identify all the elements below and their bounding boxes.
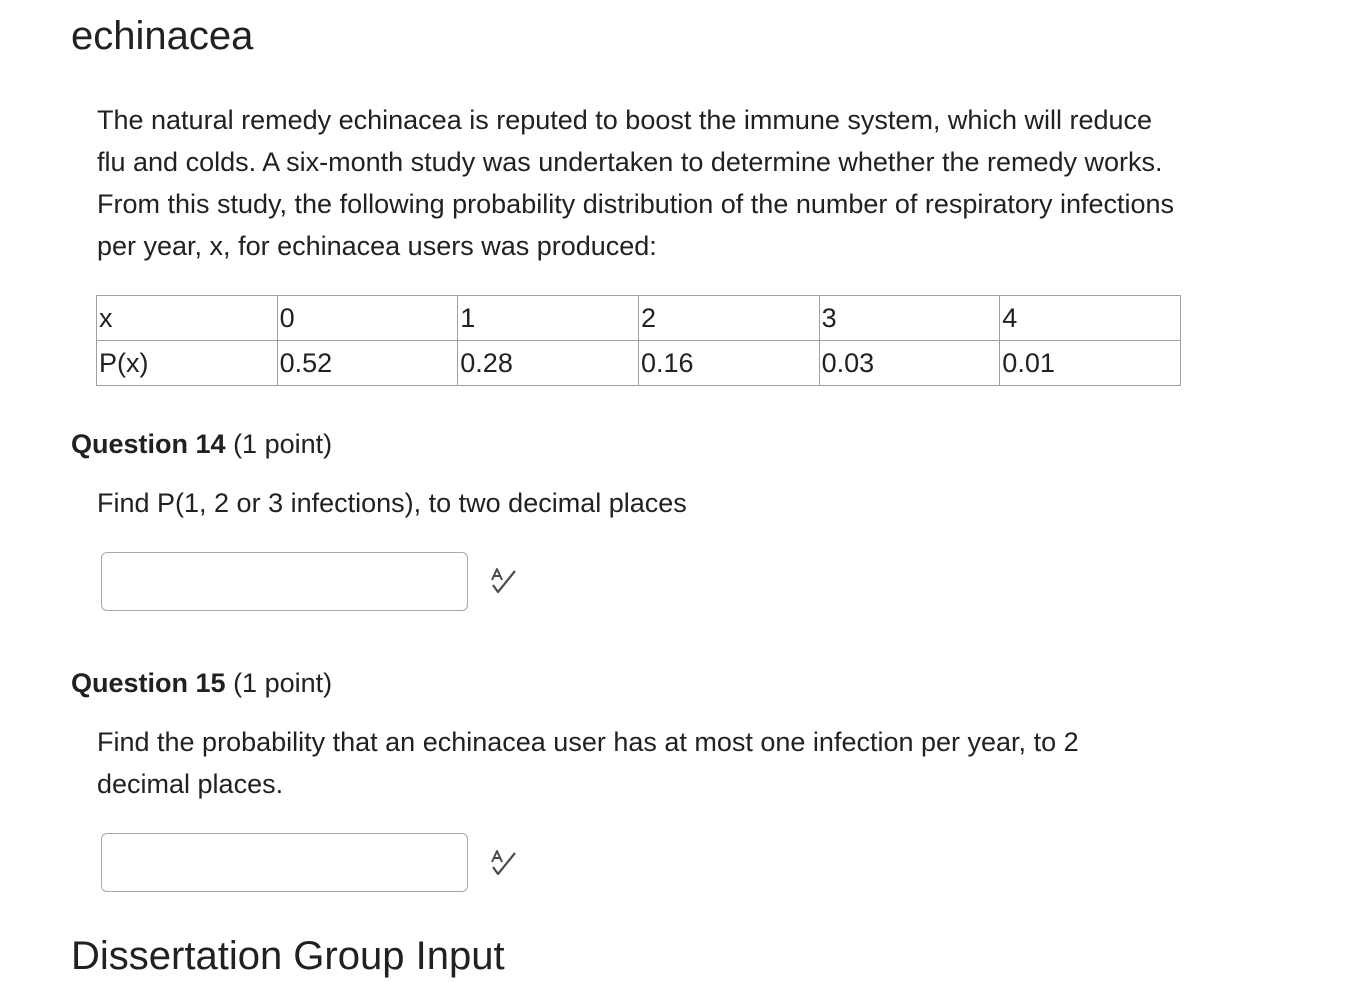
spell-check-icon[interactable]	[488, 848, 520, 880]
table-cell: 0	[277, 296, 458, 341]
spell-check-icon[interactable]	[488, 566, 520, 598]
table-cell: 4	[1000, 296, 1181, 341]
table-cell: 0.01	[1000, 341, 1181, 386]
question-15-answer-input[interactable]	[101, 833, 468, 892]
table-cell: x	[97, 296, 278, 341]
intro-paragraph: The natural remedy echinacea is reputed to boost the immune system, which will reduce flu and colds. A six-month study was undertaken to determine whether the remedy works. From this study, the following probability distribution of the number of respiratory infections per year, x, for echinacea users was produced:	[97, 105, 1175, 261]
question-14-text: Find P(1, 2 or 3 infections), to two decimal places	[97, 488, 687, 518]
table-cell: 0.28	[458, 341, 639, 386]
table-cell: 3	[819, 296, 1000, 341]
table-cell: 0.16	[638, 341, 819, 386]
question-points: (1 point)	[233, 429, 333, 459]
question-number: Question 14	[71, 429, 226, 459]
table-cell: 0.03	[819, 341, 1000, 386]
table-cell: P(x)	[97, 341, 278, 386]
question-15-text: Find the probability that an echinacea user has at most one infection per year, to 2 decimal places.	[97, 727, 1079, 799]
question-number: Question 15	[71, 668, 226, 698]
question-points: (1 point)	[233, 668, 333, 698]
table-cell: 2	[638, 296, 819, 341]
question-14-heading	[71, 426, 332, 462]
question-14-answer-input[interactable]	[101, 552, 468, 611]
table-row	[97, 296, 1181, 341]
probability-distribution-table	[96, 295, 1181, 386]
section-title: echinacea	[71, 14, 254, 58]
question-15-heading	[71, 665, 332, 701]
table-cell: 0.52	[277, 341, 458, 386]
next-section-title: Dissertation Group Input	[71, 934, 505, 978]
table-cell: 1	[458, 296, 639, 341]
table-row	[97, 341, 1181, 386]
